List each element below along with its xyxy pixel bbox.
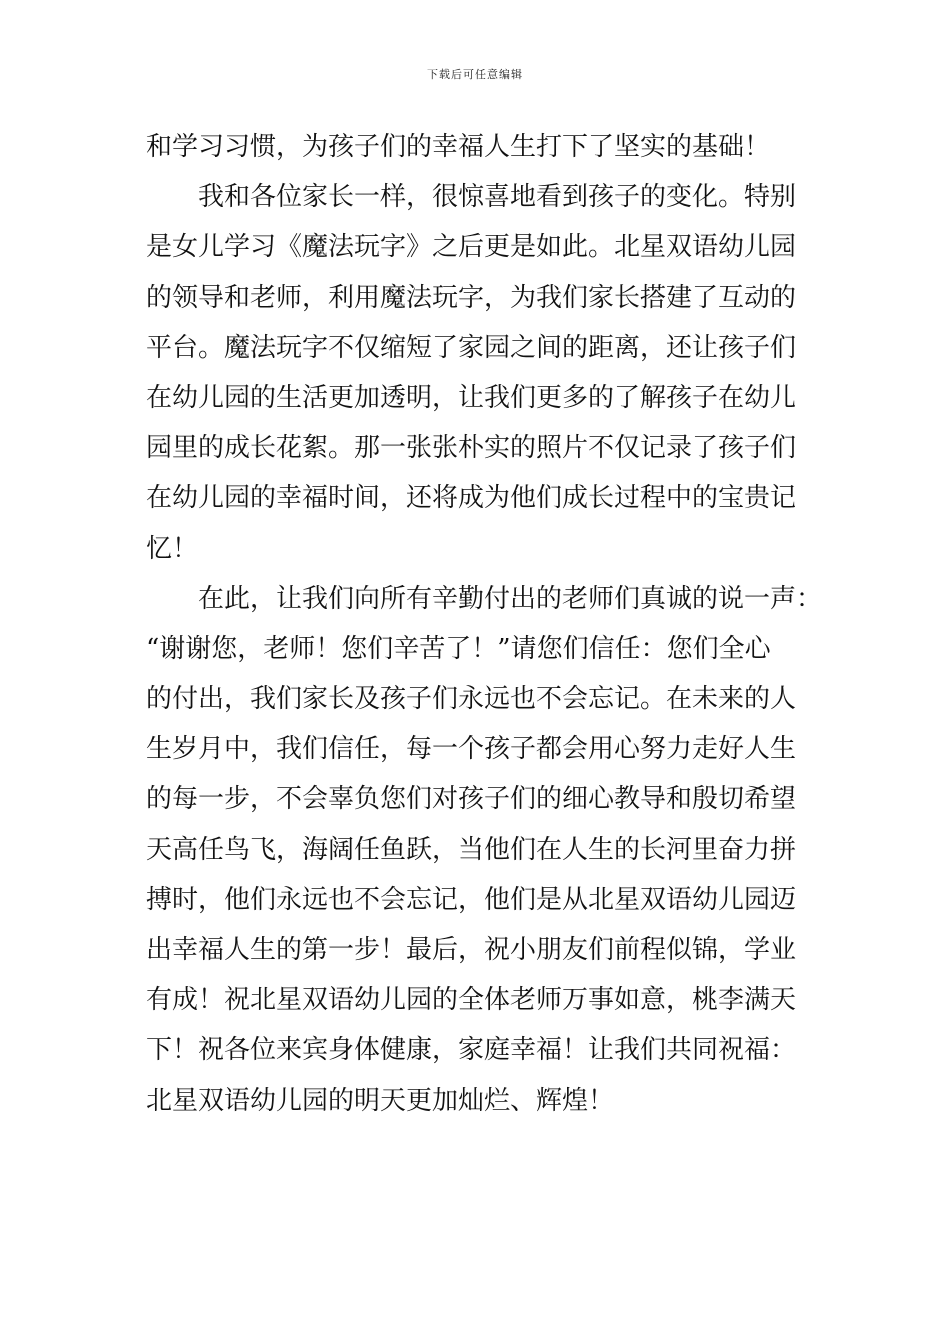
text-line: 出幸福人生的第一步！最后，祝小朋友们前程似锦，学业 <box>146 935 797 965</box>
text-line: 平台。魔法玩字不仅缩短了家园之间的距离，还让孩子们 <box>146 332 797 363</box>
text-line: 园里的成长花絮。那一张张朴实的照片不仅记录了孩子们 <box>146 433 797 464</box>
text-line: 有成！祝北星双语幼儿园的全体老师万事如意，桃李满天 <box>146 985 797 1016</box>
text-line: 忆！ <box>146 533 199 564</box>
text-line: 天高任鸟飞，海阔任鱼跃，当他们在人生的长河里奋力拼 <box>146 834 797 865</box>
text-line: 在幼儿园的生活更加透明，让我们更多的了解孩子在幼儿 <box>146 382 797 413</box>
text-line: 和学习习惯，为孩子们的幸福人生打下了坚实的基础！ <box>146 132 771 162</box>
text-line: 我和各位家长一样，很惊喜地看到孩子的变化。特别 <box>146 182 797 213</box>
text-line: 在幼儿园的幸福时间，还将成为他们成长过程中的宝贵记 <box>146 483 797 514</box>
text-line: 是女儿学习《魔法玩字》之后更是如此。北星双语幼儿园 <box>146 232 797 263</box>
body-text <box>146 122 826 1126</box>
text-line: 的领导和老师，利用魔法玩字，为我们家长搭建了互动的 <box>146 282 797 313</box>
text-line: 的付出，我们家长及孩子们永远也不会忘记。在未来的人 <box>146 684 797 715</box>
text-line: 生岁月中，我们信任，每一个孩子都会用心努力走好人生 <box>146 734 797 765</box>
text-line: 的每一步，不会辜负您们对孩子们的细心教导和殷切希望 <box>146 784 797 815</box>
text-line: “谢谢您，老师！您们辛苦了！”请您们信任：您们全心 <box>146 633 771 664</box>
text-line: 在此，让我们向所有辛勤付出的老师们真诚的说一声： <box>146 583 823 614</box>
text-line: 下！祝各位来宾身体健康，家庭幸福！让我们共同祝福： <box>146 1035 797 1066</box>
text-line: 搏时，他们永远也不会忘记，他们是从北星双语幼儿园迈 <box>146 884 797 915</box>
page-header: 下载后可任意编辑 <box>427 68 523 81</box>
text-line: 北星双语幼儿园的明天更加灿烂、辉煌！ <box>146 1085 615 1116</box>
